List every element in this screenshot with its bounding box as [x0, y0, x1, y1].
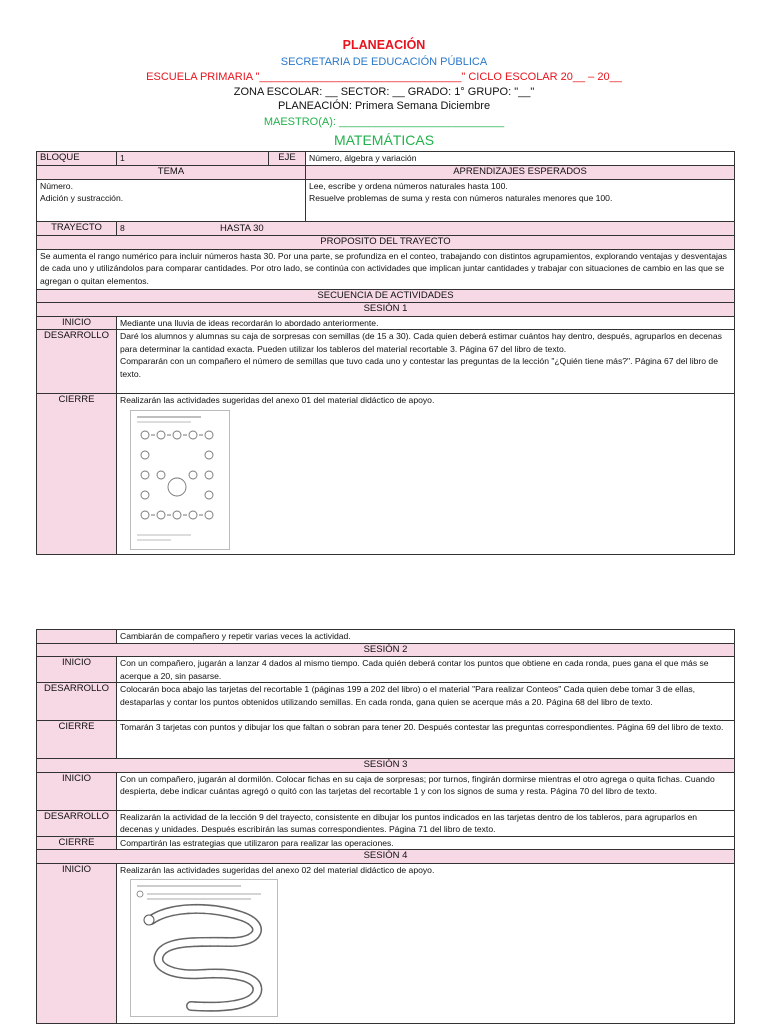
s3-cierre-label: CIERRE [37, 836, 117, 850]
s3-inicio-label: INICIO [37, 772, 117, 810]
subject-title: MATEMÁTICAS [333, 132, 435, 148]
bloque-value: 1 [117, 152, 269, 166]
s3-inicio-text: Con un compañero, jugarán al dormilón. Colocar fichas en su caja de sorpresas; por turnos, fingirán dormirse mientras el otro agrega o quita fichas. Cuando despierta, debe indicar cuántas agregó o quitó con las tarjetas del recortable 1 y con los signos de suma y resta. Página 70 del libro de texto. [117, 772, 735, 810]
s2-cierre-label: CIERRE [37, 721, 117, 759]
s1-inicio-text: Mediante una lluvia de ideas recordarán lo abordado anteriormente. [117, 316, 735, 330]
secuencia-header: SECUENCIA DE ACTIVIDADES [37, 289, 735, 303]
bloque-label: BLOQUE [37, 152, 117, 166]
eje-label: EJE [269, 152, 306, 166]
sesion-2-header: SESIÓN 2 [37, 643, 735, 657]
s2-desarrollo-text: Colocarán boca abajo las tarjetas del recortable 1 (páginas 199 a 202 del libro) o el material "Para realizar Conteos" Cada quien debe tomar 3 de ellas, destaparlas y contar los puntos obtenidos utilizando semillas. En cada ronda, gana quien se acerque más a 20. Página 68 del libro de texto. [117, 683, 735, 721]
school-line: ESCUELA PRIMARIA "_________________________________" CICLO ESCOLAR 20__ – 20__ [146, 71, 622, 83]
aprendizaje-line: Lee, escribe y ordena números naturales hasta 100. [309, 180, 508, 191]
document-title: PLANEACIÓN [342, 38, 426, 52]
s1-desarrollo-text-b: Compararán con un compañero el número de semillas que tuvo cada uno y contestar las preguntas de la lección "¿Quién tiene más?". Página 67 del libro de texto. [120, 356, 718, 379]
planning-table-2 [36, 629, 735, 1024]
trayecto-cell [117, 221, 735, 236]
s4-inicio-label: INICIO [37, 863, 117, 1023]
s1-cierre-label: CIERRE [37, 394, 117, 555]
aprendizajes-header: APRENDIZAJES ESPERADOS [306, 166, 735, 180]
aprendizaje-line: Resuelve problemas de suma y resta con números naturales menores que 100. [309, 193, 613, 203]
trayecto-label: TRAYECTO [37, 221, 117, 236]
s1-desarrollo-cell [117, 330, 735, 394]
tema-line: Adición y sustracción. [40, 193, 124, 203]
s4-inicio-text: Realizarán las actividades sugeridas del anexo 02 del material didáctico de apoyo. [120, 864, 435, 875]
proposito-header: PROPOSITO DEL TRAYECTO [37, 236, 735, 250]
tema-header: TEMA [37, 166, 306, 180]
secretaria-line: SECRETARIA DE EDUCACIÓN PÚBLICA [280, 56, 488, 68]
s2-desarrollo-label: DESARROLLO [37, 683, 117, 721]
continuation-label-cell [37, 630, 117, 644]
s2-inicio-text: Con un compañero, jugarán a lanzar 4 dados al mismo tiempo. Cada quién deberá contar los puntos que obtiene en cada ronda, pues gana el que más se acerque a 20, sin pasarse. [117, 657, 735, 683]
s1-cierre-cell [117, 394, 735, 555]
sesion-1-header: SESIÓN 1 [37, 303, 735, 317]
s4-inicio-cell [117, 863, 735, 1023]
hasta-label: HASTA 30 [220, 222, 264, 234]
s1-desarrollo-text-a: Daré los alumnos y alumnas su caja de sorpresas con semillas (de 15 a 30). Cada quien deberá estimar cuántos hay dentro, después, agruparlos en decenas para determinar la cantidad exacta. Pueden utilizar los tableros del material recortable 3. Página 67 del libro de texto. [120, 331, 722, 354]
planning-line: PLANEACIÓN: Primera Semana Diciembre [277, 100, 491, 112]
s3-desarrollo-text: Realizarán la actividad de la lección 9 del trayecto, consistente en dibujar los puntos indicados en las tarjetas dentro de los tableros, para agruparlos en decenas y unidades. Después escribirán las sumas correspondientes. Página 71 del libro de texto. [117, 810, 735, 836]
snake-board-worksheet-image [130, 879, 278, 1017]
tema-line: Número. [40, 180, 73, 191]
planning-table-1 [36, 151, 735, 555]
zone-line: ZONA ESCOLAR: __ SECTOR: __ GRADO: 1° GRUPO: "__" [233, 86, 535, 98]
sesion-4-header: SESIÓN 4 [37, 850, 735, 864]
proposito-text: Se aumenta el rango numérico para incluir números hasta 30. Por una parte, se profundiza en el conteo, trabajando con distintos agrupamientos, explorando ventajas y desventajas de cada uno y utilizándolos para comparar cantidades. Por otro lado, se continúa con actividades que implican juntar cantidades y trabajar con situaciones de cambio en las que se agregan o quitan elementos. [37, 249, 735, 289]
aprendizajes-cell [306, 179, 735, 221]
eje-value: Número, álgebra y variación [306, 152, 735, 166]
s2-cierre-text: Tomarán 3 tarjetas con puntos y dibujar los que faltan o sobran para tener 20. Después contestar las preguntas correspondientes. Página 69 del libro de texto. [117, 721, 735, 759]
sesion-3-header: SESIÓN 3 [37, 759, 735, 773]
trayecto-value: 8 [120, 222, 125, 233]
teacher-line: MAESTRO(A): ___________________________ [263, 116, 505, 128]
s1-cierre-text: Realizarán las actividades sugeridas del anexo 01 del material didáctico de apoyo. [120, 395, 435, 405]
worksheet-thumbnail-image [130, 410, 230, 550]
tema-cell [37, 179, 306, 221]
s2-inicio-label: INICIO [37, 657, 117, 683]
s3-cierre-text: Compartirán las estrategias que utilizaron para realizar las operaciones. [117, 836, 735, 850]
s1-inicio-label: INICIO [37, 316, 117, 330]
continuation-text: Cambiarán de compañero y repetir varias veces la actividad. [117, 630, 735, 644]
s1-desarrollo-label: DESARROLLO [37, 330, 117, 394]
s3-desarrollo-label: DESARROLLO [37, 810, 117, 836]
